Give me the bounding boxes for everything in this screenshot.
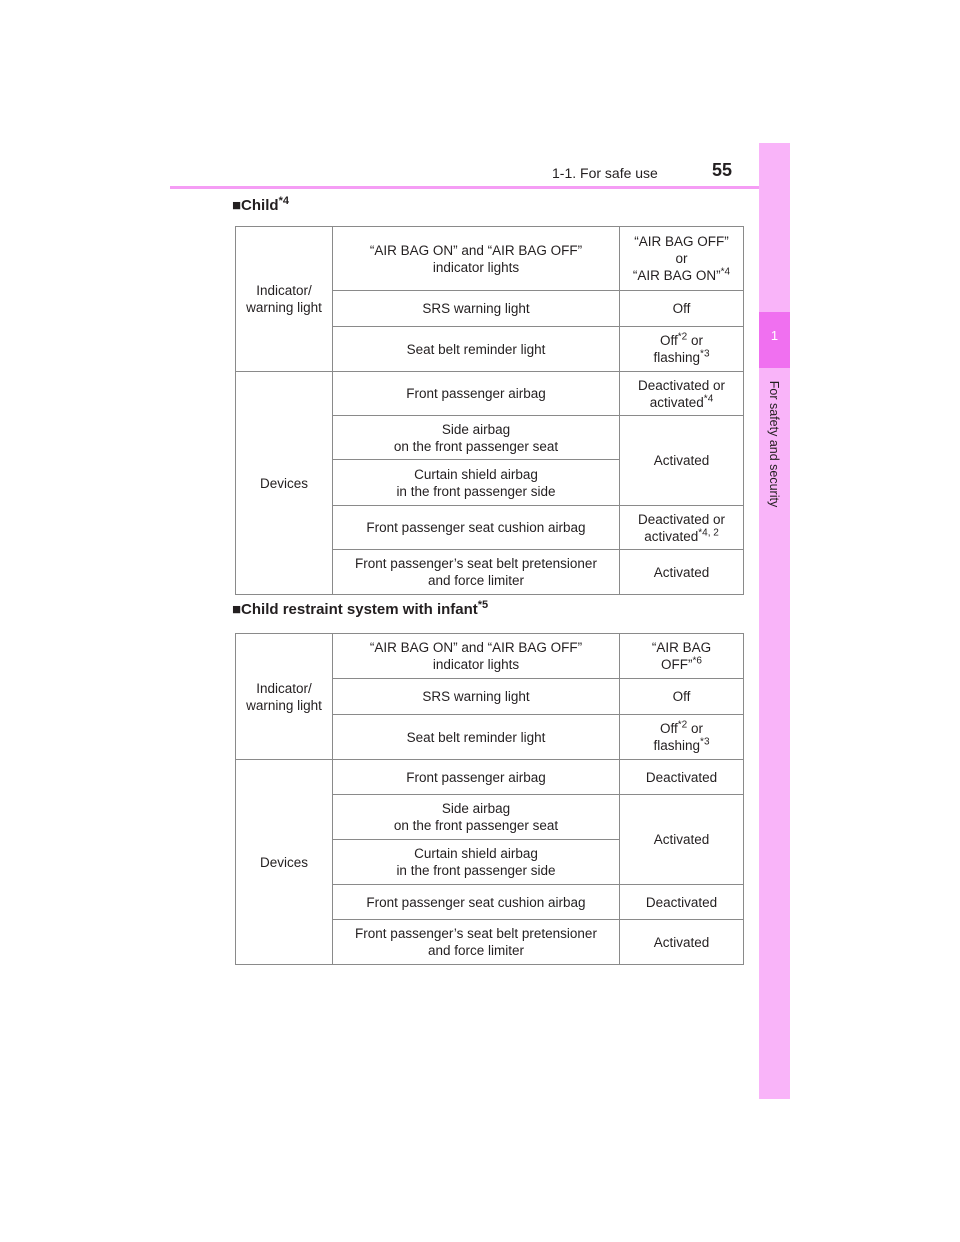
indicator-label-cell: Indicator/ warning light bbox=[236, 227, 333, 372]
item-cell: Seat belt reminder light bbox=[333, 715, 620, 760]
item-cell: “AIR BAG ON” and “AIR BAG OFF” indicator lights bbox=[333, 227, 620, 291]
chapter-side-tab bbox=[759, 143, 790, 1099]
status-cell: Activated bbox=[620, 550, 744, 595]
item-cell: Front passenger seat cushion airbag bbox=[333, 885, 620, 920]
table-row bbox=[236, 760, 744, 795]
item-cell: SRS warning light bbox=[333, 679, 620, 715]
status-cell: Activated bbox=[620, 920, 744, 965]
table-row bbox=[236, 372, 744, 416]
heading-text: ■Child bbox=[232, 197, 279, 214]
devices-label-cell: Devices bbox=[236, 760, 333, 965]
chapter-label: For safety and security bbox=[767, 380, 781, 508]
status-cell: Deactivated or activated$^{*4, 2}$ bbox=[620, 506, 744, 550]
heading-footnote: *4 bbox=[278, 195, 289, 207]
item-cell: Curtain shield airbag in the front passenger side bbox=[333, 460, 620, 506]
chapter-number: 1 bbox=[770, 328, 779, 343]
status-cell: Off$^{*2}$ or flashing$^{*3}$ bbox=[620, 715, 744, 760]
status-cell: Deactivated bbox=[620, 760, 744, 795]
infant-status-table bbox=[235, 633, 744, 965]
status-cell: Off$^{*2}$ or flashing$^{*3}$ bbox=[620, 327, 744, 372]
status-cell: Off bbox=[620, 679, 744, 715]
item-cell: “AIR BAG ON” and “AIR BAG OFF” indicator lights bbox=[333, 634, 620, 679]
devices-label-cell: Devices bbox=[236, 372, 333, 595]
heading-footnote: *5 bbox=[477, 599, 489, 611]
item-cell: Front passenger airbag bbox=[333, 760, 620, 795]
child-status-table bbox=[235, 226, 744, 595]
status-cell: Activated bbox=[620, 416, 744, 506]
status-cell: Deactivated or activated$^{*4}$ bbox=[620, 372, 744, 416]
header-rule bbox=[170, 186, 790, 189]
item-cell: SRS warning light bbox=[333, 291, 620, 327]
item-cell: Curtain shield airbag in the front passenger side bbox=[333, 840, 620, 885]
item-cell: Front passenger’s seat belt pretensioner and force limiter bbox=[333, 920, 620, 965]
item-cell: Front passenger airbag bbox=[333, 372, 620, 416]
status-cell: Deactivated bbox=[620, 885, 744, 920]
header-section-title: 1-1. For safe use bbox=[552, 165, 658, 181]
section-heading-child bbox=[232, 195, 289, 214]
table-row bbox=[236, 227, 744, 291]
item-cell: Seat belt reminder light bbox=[333, 327, 620, 372]
section-heading-infant bbox=[232, 599, 488, 618]
item-cell: Side airbag on the front passenger seat bbox=[333, 795, 620, 840]
item-cell: Front passenger seat cushion airbag bbox=[333, 506, 620, 550]
status-cell: “AIR BAG OFF” or “AIR BAG ON”$^{*4}$ bbox=[620, 227, 744, 291]
status-cell: Off bbox=[620, 291, 744, 327]
status-cell: “AIR BAG OFF”$^{*6}$ bbox=[620, 634, 744, 679]
table-row bbox=[236, 634, 744, 679]
item-cell: Front passenger’s seat belt pretensioner and force limiter bbox=[333, 550, 620, 595]
heading-text: ■Child restraint system with infant bbox=[232, 601, 478, 618]
status-cell: Activated bbox=[620, 795, 744, 885]
item-cell: Side airbag on the front passenger seat bbox=[333, 416, 620, 460]
indicator-label-cell: Indicator/ warning light bbox=[236, 634, 333, 760]
page-number: 55 bbox=[712, 160, 733, 180]
